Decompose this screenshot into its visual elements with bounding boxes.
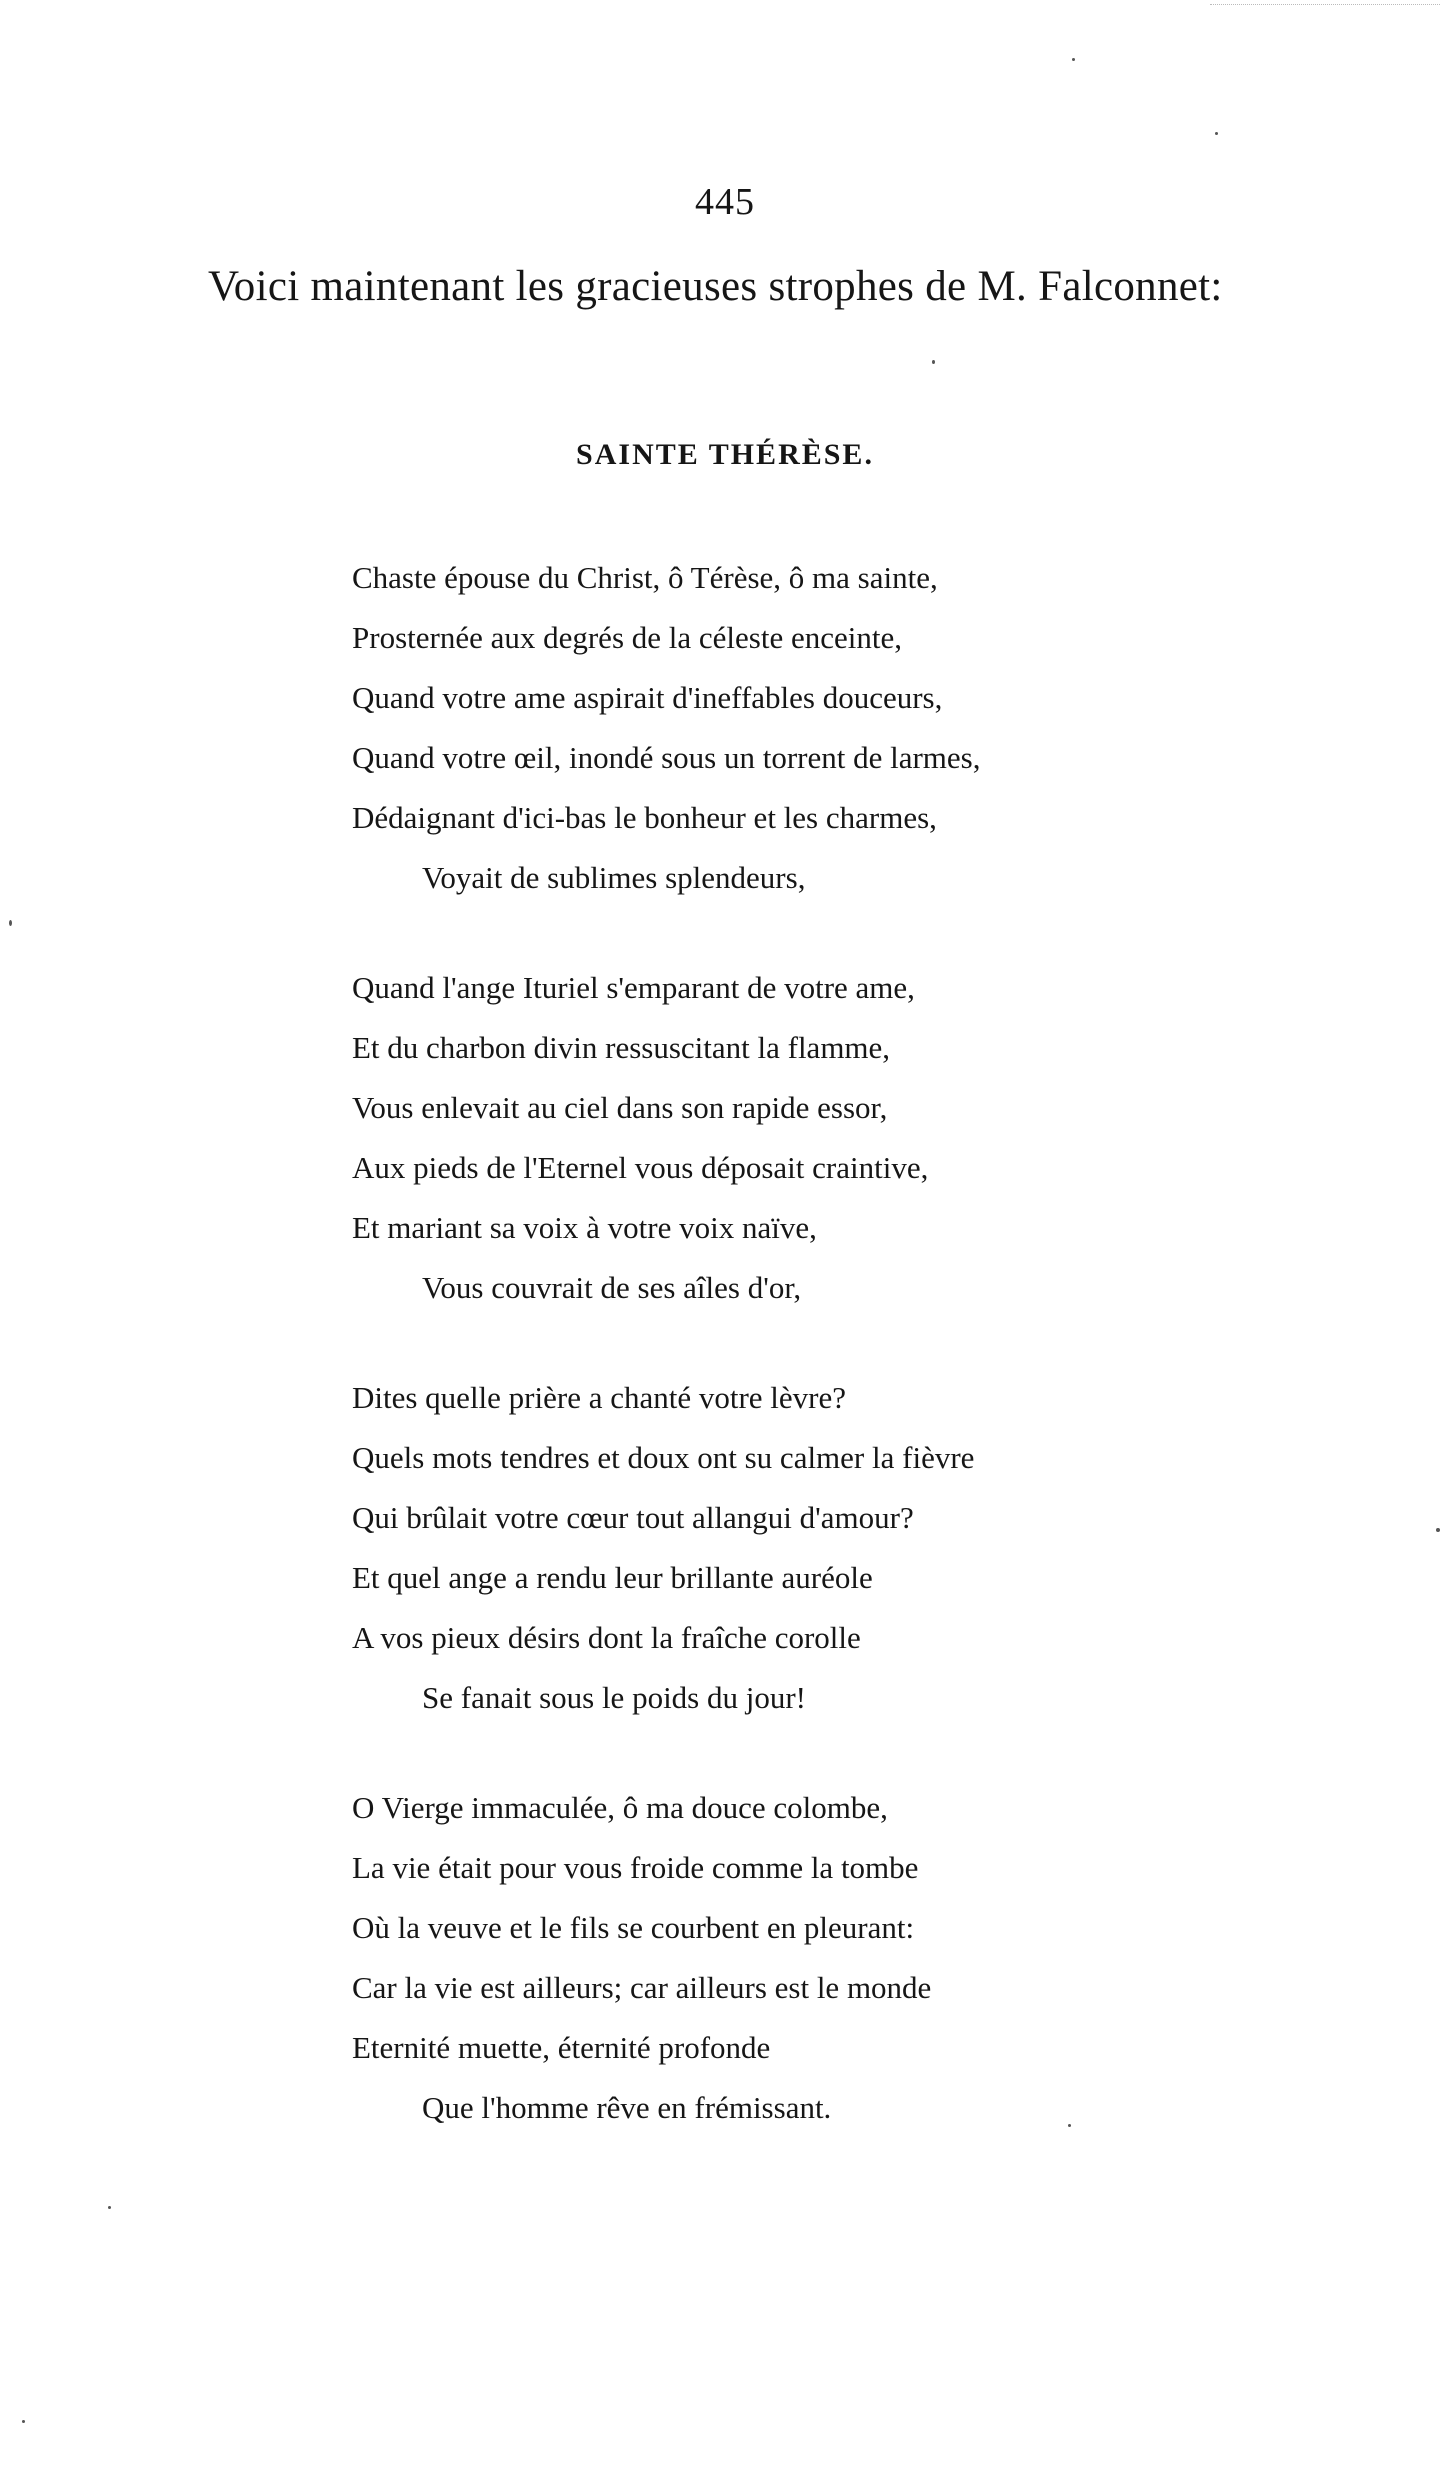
poem-line: Quand votre ame aspirait d'ineffables douceurs, — [352, 680, 943, 715]
stanza — [352, 1368, 1132, 1728]
poem-body — [352, 548, 1132, 2188]
paper-speck — [1072, 58, 1075, 61]
poem-line: Qui brûlait votre cœur tout allangui d'amour? — [352, 1500, 914, 1535]
poem-line: Eternité muette, éternité profonde — [352, 2030, 771, 2065]
paper-speck — [1436, 1528, 1440, 1532]
paper-speck — [108, 2206, 111, 2209]
poem-line: Dites quelle prière a chanté votre lèvre? — [352, 1380, 847, 1415]
stanza — [352, 1778, 1132, 2138]
poem-line: O Vierge immaculée, ô ma douce colombe, — [352, 1790, 888, 1825]
poem-line-indented: Vous couvrait de ses aîles d'or, — [422, 1270, 802, 1305]
poem-line: Vous enlevait au ciel dans son rapide essor, — [352, 1090, 888, 1125]
poem-title: SAINTE THÉRÈSE. — [576, 438, 874, 471]
poem-line: Et mariant sa voix à votre voix naïve, — [352, 1210, 817, 1245]
poem-line: Dédaignant d'ici-bas le bonheur et les charmes, — [352, 800, 937, 835]
paper-speck — [932, 360, 935, 364]
paper-speck — [1215, 132, 1218, 135]
poem-line: Chaste épouse du Christ, ô Térèse, ô ma sainte, — [352, 560, 938, 595]
poem-line: A vos pieux désirs dont la fraîche corolle — [352, 1620, 861, 1655]
paper-speck — [22, 2420, 25, 2423]
poem-line-indented: Voyait de sublimes splendeurs, — [422, 860, 806, 895]
stanza — [352, 958, 1132, 1318]
poem-line: Quels mots tendres et doux ont su calmer la fièvre — [352, 1440, 975, 1475]
stanza — [352, 548, 1132, 908]
poem-line: Et du charbon divin ressuscitant la flamme, — [352, 1030, 891, 1065]
poem-line-indented: Se fanait sous le poids du jour! — [422, 1680, 807, 1715]
poem-line: Où la veuve et le fils se courbent en pleurant: — [352, 1910, 915, 1945]
poem-line: Car la vie est ailleurs; car ailleurs est le monde — [352, 1970, 932, 2005]
page-number: 445 — [695, 181, 755, 223]
paper-speck — [9, 920, 12, 926]
paper-speck — [1068, 2124, 1071, 2127]
poem-line: Prosternée aux degrés de la céleste enceinte, — [352, 620, 902, 655]
poem-line: Quand l'ange Ituriel s'emparant de votre ame, — [352, 970, 915, 1005]
poem-line: La vie était pour vous froide comme la tombe — [352, 1850, 919, 1885]
poem-line: Et quel ange a rendu leur brillante auréole — [352, 1560, 873, 1595]
poem-line: Quand votre œil, inondé sous un torrent de larmes, — [352, 740, 981, 775]
poem-line: Aux pieds de l'Eternel vous déposait craintive, — [352, 1150, 929, 1185]
intro-text: Voici maintenant les gracieuses strophes de M. Falconnet: — [208, 263, 1223, 310]
scan-edge-mark — [1210, 4, 1440, 5]
poem-line-indented: Que l'homme rêve en frémissant. — [422, 2090, 832, 2125]
